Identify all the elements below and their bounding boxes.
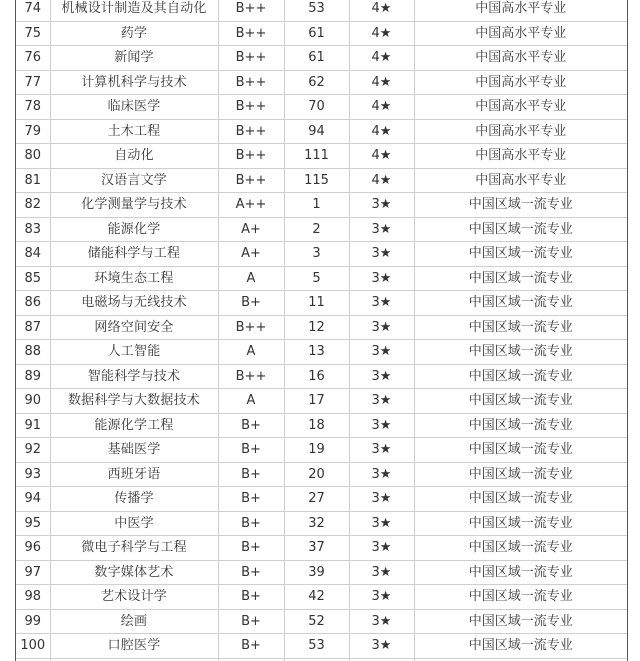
major-name-cell: 口腔医学 <box>50 634 218 659</box>
level-cell: 中国区域一流专业 <box>414 217 627 242</box>
table-row <box>16 0 627 21</box>
table-row <box>16 487 627 512</box>
major-name-cell: 数字媒体艺术 <box>50 560 218 585</box>
table-row <box>16 364 627 389</box>
position-cell: 115 <box>284 168 349 193</box>
table-row <box>16 413 627 438</box>
grade-cell: B++ <box>218 70 284 95</box>
star-rating-cell: 4★ <box>349 144 414 169</box>
grade-cell: B+ <box>218 536 284 561</box>
star-rating-cell: 3★ <box>349 413 414 438</box>
star-rating-cell: 3★ <box>349 609 414 634</box>
position-cell: 94 <box>284 119 349 144</box>
grade-cell: A+ <box>218 217 284 242</box>
star-rating-cell: 3★ <box>349 291 414 316</box>
table-row <box>16 315 627 340</box>
ranking-table-container <box>15 0 628 661</box>
grade-cell: B++ <box>218 119 284 144</box>
star-rating-cell: 3★ <box>349 242 414 267</box>
rank-cell: 80 <box>16 144 50 169</box>
rank-cell: 84 <box>16 242 50 267</box>
position-cell: 27 <box>284 487 349 512</box>
table-row <box>16 217 627 242</box>
table-row <box>16 340 627 365</box>
position-cell: 53 <box>284 634 349 659</box>
star-rating-cell: 3★ <box>349 364 414 389</box>
table-row <box>16 46 627 71</box>
level-cell: 中国高水平专业 <box>414 70 627 95</box>
rank-cell: 90 <box>16 389 50 414</box>
grade-cell: A <box>218 266 284 291</box>
rank-cell: 93 <box>16 462 50 487</box>
table-row <box>16 193 627 218</box>
major-name-cell: 数据科学与大数据技术 <box>50 389 218 414</box>
major-name-cell: 电磁场与无线技术 <box>50 291 218 316</box>
grade-cell: B+ <box>218 462 284 487</box>
position-cell: 62 <box>284 70 349 95</box>
position-cell: 53 <box>284 0 349 21</box>
rank-cell: 81 <box>16 168 50 193</box>
table-row <box>16 585 627 610</box>
table-row <box>16 168 627 193</box>
star-rating-cell: 3★ <box>349 536 414 561</box>
star-rating-cell: 3★ <box>349 193 414 218</box>
rank-cell: 89 <box>16 364 50 389</box>
grade-cell: B+ <box>218 511 284 536</box>
rank-cell: 96 <box>16 536 50 561</box>
position-cell: 61 <box>284 46 349 71</box>
major-name-cell: 绘画 <box>50 609 218 634</box>
major-name-cell: 土木工程 <box>50 119 218 144</box>
rank-cell: 74 <box>16 0 50 21</box>
rank-cell: 75 <box>16 21 50 46</box>
major-name-cell: 微电子科学与工程 <box>50 536 218 561</box>
table-row <box>16 242 627 267</box>
rank-cell: 100 <box>16 634 50 659</box>
table-row <box>16 634 627 659</box>
table-row <box>16 536 627 561</box>
star-rating-cell: 3★ <box>349 634 414 659</box>
grade-cell: B++ <box>218 95 284 120</box>
position-cell: 42 <box>284 585 349 610</box>
star-rating-cell: 3★ <box>349 389 414 414</box>
rank-cell: 86 <box>16 291 50 316</box>
major-name-cell: 汉语言文学 <box>50 168 218 193</box>
major-name-cell: 中医学 <box>50 511 218 536</box>
grade-cell: B+ <box>218 487 284 512</box>
major-name-cell: 机械设计制造及其自动化 <box>50 0 218 21</box>
table-row <box>16 144 627 169</box>
level-cell: 中国区域一流专业 <box>414 487 627 512</box>
rank-cell: 98 <box>16 585 50 610</box>
rank-cell: 87 <box>16 315 50 340</box>
star-rating-cell: 4★ <box>349 119 414 144</box>
level-cell: 中国区域一流专业 <box>414 389 627 414</box>
level-cell: 中国区域一流专业 <box>414 242 627 267</box>
table-row <box>16 70 627 95</box>
rank-cell: 83 <box>16 217 50 242</box>
table-row <box>16 438 627 463</box>
table-row <box>16 266 627 291</box>
grade-cell: B++ <box>218 46 284 71</box>
position-cell: 39 <box>284 560 349 585</box>
position-cell: 111 <box>284 144 349 169</box>
level-cell: 中国区域一流专业 <box>414 462 627 487</box>
major-name-cell: 西班牙语 <box>50 462 218 487</box>
star-rating-cell: 3★ <box>349 438 414 463</box>
position-cell: 37 <box>284 536 349 561</box>
major-name-cell: 临床医学 <box>50 95 218 120</box>
table-body <box>16 0 627 661</box>
level-cell: 中国区域一流专业 <box>414 193 627 218</box>
position-cell: 19 <box>284 438 349 463</box>
major-name-cell: 环境生态工程 <box>50 266 218 291</box>
grade-cell: A <box>218 389 284 414</box>
rank-cell: 76 <box>16 46 50 71</box>
grade-cell: B+ <box>218 634 284 659</box>
star-rating-cell: 4★ <box>349 46 414 71</box>
star-rating-cell: 3★ <box>349 487 414 512</box>
rank-cell: 94 <box>16 487 50 512</box>
level-cell: 中国高水平专业 <box>414 95 627 120</box>
position-cell: 13 <box>284 340 349 365</box>
level-cell: 中国高水平专业 <box>414 0 627 21</box>
rank-cell: 91 <box>16 413 50 438</box>
star-rating-cell: 4★ <box>349 168 414 193</box>
major-name-cell: 药学 <box>50 21 218 46</box>
rank-cell: 95 <box>16 511 50 536</box>
rank-cell: 77 <box>16 70 50 95</box>
major-name-cell: 网络空间安全 <box>50 315 218 340</box>
table-row <box>16 462 627 487</box>
position-cell: 1 <box>284 193 349 218</box>
level-cell: 中国区域一流专业 <box>414 315 627 340</box>
rank-cell: 85 <box>16 266 50 291</box>
star-rating-cell: 3★ <box>349 266 414 291</box>
level-cell: 中国区域一流专业 <box>414 560 627 585</box>
major-ranking-table <box>16 0 627 661</box>
major-name-cell: 自动化 <box>50 144 218 169</box>
position-cell: 52 <box>284 609 349 634</box>
rank-cell: 78 <box>16 95 50 120</box>
level-cell: 中国高水平专业 <box>414 46 627 71</box>
level-cell: 中国高水平专业 <box>414 144 627 169</box>
grade-cell: B+ <box>218 585 284 610</box>
major-name-cell: 基础医学 <box>50 438 218 463</box>
table-row <box>16 511 627 536</box>
star-rating-cell: 4★ <box>349 70 414 95</box>
level-cell: 中国高水平专业 <box>414 21 627 46</box>
rank-cell: 99 <box>16 609 50 634</box>
level-cell: 中国区域一流专业 <box>414 291 627 316</box>
position-cell: 12 <box>284 315 349 340</box>
grade-cell: B+ <box>218 609 284 634</box>
position-cell: 5 <box>284 266 349 291</box>
table-row <box>16 560 627 585</box>
position-cell: 2 <box>284 217 349 242</box>
level-cell: 中国区域一流专业 <box>414 438 627 463</box>
position-cell: 17 <box>284 389 349 414</box>
grade-cell: B++ <box>218 168 284 193</box>
grade-cell: A++ <box>218 193 284 218</box>
level-cell: 中国区域一流专业 <box>414 585 627 610</box>
major-name-cell: 新闻学 <box>50 46 218 71</box>
position-cell: 20 <box>284 462 349 487</box>
position-cell: 16 <box>284 364 349 389</box>
position-cell: 61 <box>284 21 349 46</box>
level-cell: 中国区域一流专业 <box>414 511 627 536</box>
rank-cell: 97 <box>16 560 50 585</box>
position-cell: 11 <box>284 291 349 316</box>
level-cell: 中国区域一流专业 <box>414 634 627 659</box>
position-cell: 18 <box>284 413 349 438</box>
major-name-cell: 计算机科学与技术 <box>50 70 218 95</box>
grade-cell: B++ <box>218 21 284 46</box>
major-name-cell: 能源化学 <box>50 217 218 242</box>
grade-cell: A <box>218 340 284 365</box>
rank-cell: 82 <box>16 193 50 218</box>
level-cell: 中国区域一流专业 <box>414 340 627 365</box>
level-cell: 中国区域一流专业 <box>414 609 627 634</box>
table-row <box>16 119 627 144</box>
level-cell: 中国区域一流专业 <box>414 364 627 389</box>
star-rating-cell: 3★ <box>349 585 414 610</box>
star-rating-cell: 3★ <box>349 511 414 536</box>
grade-cell: B++ <box>218 364 284 389</box>
table-row <box>16 95 627 120</box>
grade-cell: B+ <box>218 291 284 316</box>
grade-cell: A+ <box>218 242 284 267</box>
table-row <box>16 21 627 46</box>
major-name-cell: 智能科学与技术 <box>50 364 218 389</box>
level-cell: 中国高水平专业 <box>414 168 627 193</box>
level-cell: 中国区域一流专业 <box>414 536 627 561</box>
table-row <box>16 291 627 316</box>
major-name-cell: 传播学 <box>50 487 218 512</box>
level-cell: 中国区域一流专业 <box>414 413 627 438</box>
grade-cell: B+ <box>218 438 284 463</box>
star-rating-cell: 4★ <box>349 0 414 21</box>
star-rating-cell: 3★ <box>349 560 414 585</box>
position-cell: 32 <box>284 511 349 536</box>
grade-cell: B++ <box>218 144 284 169</box>
rank-cell: 79 <box>16 119 50 144</box>
grade-cell: B+ <box>218 560 284 585</box>
grade-cell: B++ <box>218 0 284 21</box>
star-rating-cell: 3★ <box>349 217 414 242</box>
major-name-cell: 人工智能 <box>50 340 218 365</box>
table-row <box>16 609 627 634</box>
star-rating-cell: 3★ <box>349 462 414 487</box>
level-cell: 中国高水平专业 <box>414 119 627 144</box>
major-name-cell: 储能科学与工程 <box>50 242 218 267</box>
rank-cell: 92 <box>16 438 50 463</box>
major-name-cell: 化学测量学与技术 <box>50 193 218 218</box>
level-cell: 中国区域一流专业 <box>414 266 627 291</box>
grade-cell: B+ <box>218 413 284 438</box>
rank-cell: 88 <box>16 340 50 365</box>
major-name-cell: 能源化学工程 <box>50 413 218 438</box>
position-cell: 3 <box>284 242 349 267</box>
grade-cell: B++ <box>218 315 284 340</box>
table-row <box>16 389 627 414</box>
star-rating-cell: 4★ <box>349 95 414 120</box>
major-name-cell: 艺术设计学 <box>50 585 218 610</box>
star-rating-cell: 3★ <box>349 340 414 365</box>
position-cell: 70 <box>284 95 349 120</box>
star-rating-cell: 4★ <box>349 21 414 46</box>
star-rating-cell: 3★ <box>349 315 414 340</box>
